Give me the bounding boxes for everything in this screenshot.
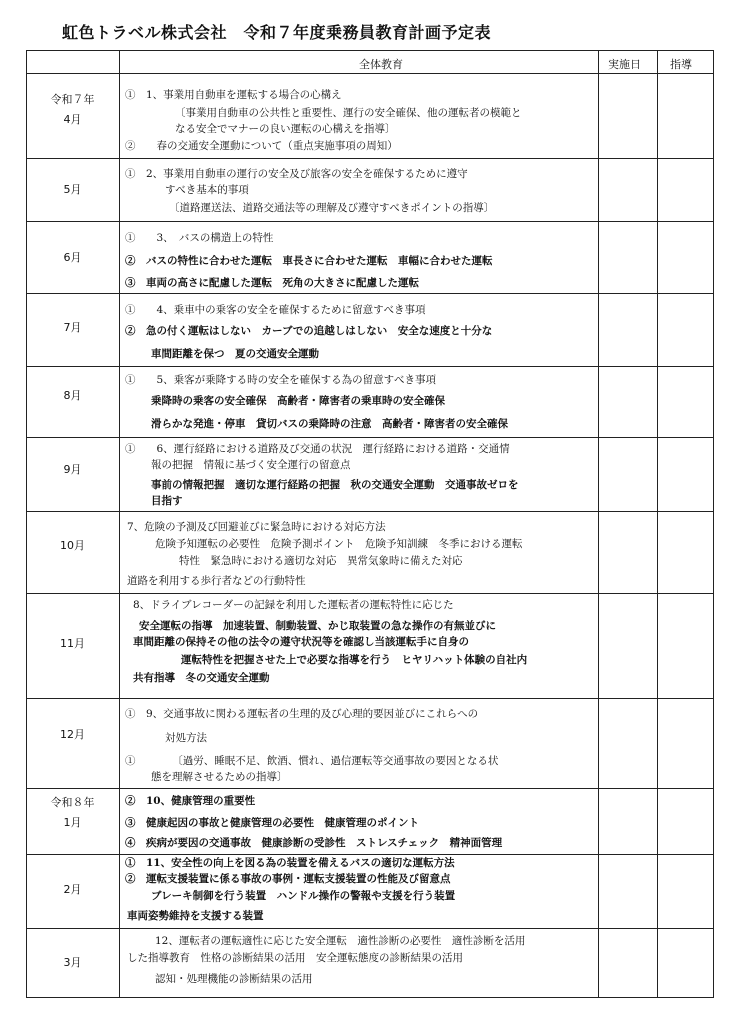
row-text: 安全運転の指導 加速装置、制動装置、かじ取装置の急な操作の有無並びに xyxy=(139,620,496,632)
month-label: 9月 xyxy=(63,463,82,476)
column-divider xyxy=(657,50,658,998)
row-text: 道路を利用する歩行者などの行動特性 xyxy=(127,575,306,587)
row-text: 運転特性を把握させた上で必要な指導を行う ヒヤリハット体験の自社内 xyxy=(181,654,528,666)
row-text: ① 3、 バスの構造上の特性 xyxy=(125,232,274,244)
row-text: した指導教育 性格の診断結果の活用 安全運転態度の診断結果の活用 xyxy=(127,952,463,964)
row-divider xyxy=(26,854,714,855)
header-divider xyxy=(26,73,714,74)
row-text: なる安全でマナーの良い運転の心構えを指導〕 xyxy=(175,123,396,135)
row-divider xyxy=(26,928,714,929)
row-text: ② 運転支援装置に係る事故の事例・運転支援装置の性能及び留意点 xyxy=(125,873,451,885)
row-text: ① 5、乗客が乗降する時の安全を確保する為の留意すべき事項 xyxy=(125,374,436,386)
row-text: 対処方法 xyxy=(165,732,207,744)
row-text: 態を理解させるための指導〕 xyxy=(151,771,288,783)
row-text: ① 6、運行経路における道路及び交通の状況 運行経路における道路・交通情 xyxy=(125,443,510,455)
row-text: ① 1、事業用自動車を運転する場合の心構え xyxy=(125,89,342,101)
row-text: ブレーキ制御を行う装置 ハンドル操作の警報や支援を行う装置 xyxy=(151,890,456,902)
row-divider xyxy=(26,511,714,512)
row-text: ① 11、安全性の向上を図る為の装置を備えるバスの適切な運転方法 xyxy=(125,857,455,869)
month-label: 11月 xyxy=(60,637,85,650)
month-label: 令和８年 xyxy=(50,796,95,809)
row-text: ① 4、乗車中の乗客の安全を確保するために留意すべき事項 xyxy=(125,304,426,316)
row-text: ② 春の交通安全運動について（重点実施事項の周知） xyxy=(125,140,398,152)
month-label: 7月 xyxy=(63,321,82,334)
row-text: 特性 緊急時における適切な対応 異常気象時に備えた対応 xyxy=(179,555,463,567)
row-text: ③ 健康起因の事故と健康管理の必要性 健康管理のポイント xyxy=(125,817,419,829)
row-text: ④ 疾病が要因の交通事故 健康診断の受診性 ストレスチェック 精神面管理 xyxy=(125,837,503,849)
row-text: 危険予知運転の必要性 危険予測ポイント 危険予知訓練 冬季における運転 xyxy=(155,538,523,550)
row-text: ② 10、健康管理の重要性 xyxy=(125,795,256,807)
month-label: 12月 xyxy=(60,728,85,741)
education-plan-table xyxy=(26,50,714,998)
row-text: 事前の情報把握 適切な運行経路の把握 秋の交通安全運動 交通事故ゼロを xyxy=(151,479,519,491)
row-text: 12、運転者の運転適性に応じた安全運転 適性診断の必要性 適性診断を活用 xyxy=(155,935,526,947)
row-text: ① 〔過労、睡眠不足、飲酒、慣れ、過信運転等交通事故の要因となる状 xyxy=(125,755,499,767)
row-text: 滑らかな発進・停車 貸切バスの乗降時の注意 高齢者・障害者の安全確保 xyxy=(151,418,508,430)
row-divider xyxy=(26,158,714,159)
month-label: 10月 xyxy=(60,539,85,552)
row-text: ③ 車両の高さに配慮した運転 死角の大きさに配慮した運転 xyxy=(125,277,419,289)
month-label: 1月 xyxy=(63,816,82,829)
row-divider xyxy=(26,221,714,222)
row-text: ② 急の付く運転はしない カーブでの追越しはしない 安全な速度と十分な xyxy=(125,325,493,337)
column-divider xyxy=(119,50,120,998)
row-text: 7、危険の予測及び回避並びに緊急時における対応方法 xyxy=(127,521,386,533)
row-divider xyxy=(26,293,714,294)
row-text: 車両姿勢維持を支援する装置 xyxy=(127,910,264,922)
row-text: ② バスの特性に合わせた運転 車長さに合わせた運転 車幅に合わせた運転 xyxy=(125,255,493,267)
page-title: 虹色トラベル株式会社 令和７年度乗務員教育計画予定表 xyxy=(62,23,492,42)
header-guide: 指導 xyxy=(670,58,692,71)
row-text: すべき基本的事項 xyxy=(165,184,249,196)
row-text: ① 2、事業用自動車の運行の安全及び旅客の安全を確保するために遵守 xyxy=(125,168,468,180)
row-text: 〔事業用自動車の公共性と重要性、運行の安全確保、他の運転者の模範と xyxy=(175,107,522,119)
row-text: 8、ドライブレコーダーの記録を利用した運転者の運転特性に応じた xyxy=(133,599,454,611)
column-divider xyxy=(598,50,599,998)
row-text: 共有指導 冬の交通安全運動 xyxy=(133,672,270,684)
header-main: 全体教育 xyxy=(359,58,403,71)
row-divider xyxy=(26,698,714,699)
row-text: 車間距離を保つ 夏の交通安全運動 xyxy=(151,348,319,360)
month-label: 6月 xyxy=(63,251,82,264)
month-label: 8月 xyxy=(63,389,82,402)
row-text: ① 9、交通事故に関わる運転者の生理的及び心理的要因並びにこれらへの xyxy=(125,708,479,720)
month-label: 3月 xyxy=(63,956,82,969)
row-divider xyxy=(26,437,714,438)
row-text: 認知・処理機能の診断結果の活用 xyxy=(155,973,313,985)
row-text: 報の把握 情報に基づく安全運行の留意点 xyxy=(151,459,351,471)
row-text: 目指す xyxy=(151,495,183,507)
row-divider xyxy=(26,366,714,367)
row-text: 車間距離の保持その他の法令の遵守状況等を確認し当該運転手に自身の xyxy=(133,636,469,648)
row-text: 〔道路運送法、道路交通法等の理解及び遵守すべきポイントの指導〕 xyxy=(169,202,495,214)
month-label: 令和７年 xyxy=(50,93,95,106)
row-divider xyxy=(26,788,714,789)
row-text: 乗降時の乗客の安全確保 高齢者・障害者の乗車時の安全確保 xyxy=(151,395,445,407)
row-divider xyxy=(26,593,714,594)
month-label: 5月 xyxy=(63,183,82,196)
header-date: 実施日 xyxy=(608,58,641,71)
month-label: 2月 xyxy=(63,883,82,896)
month-label: 4月 xyxy=(63,113,82,126)
